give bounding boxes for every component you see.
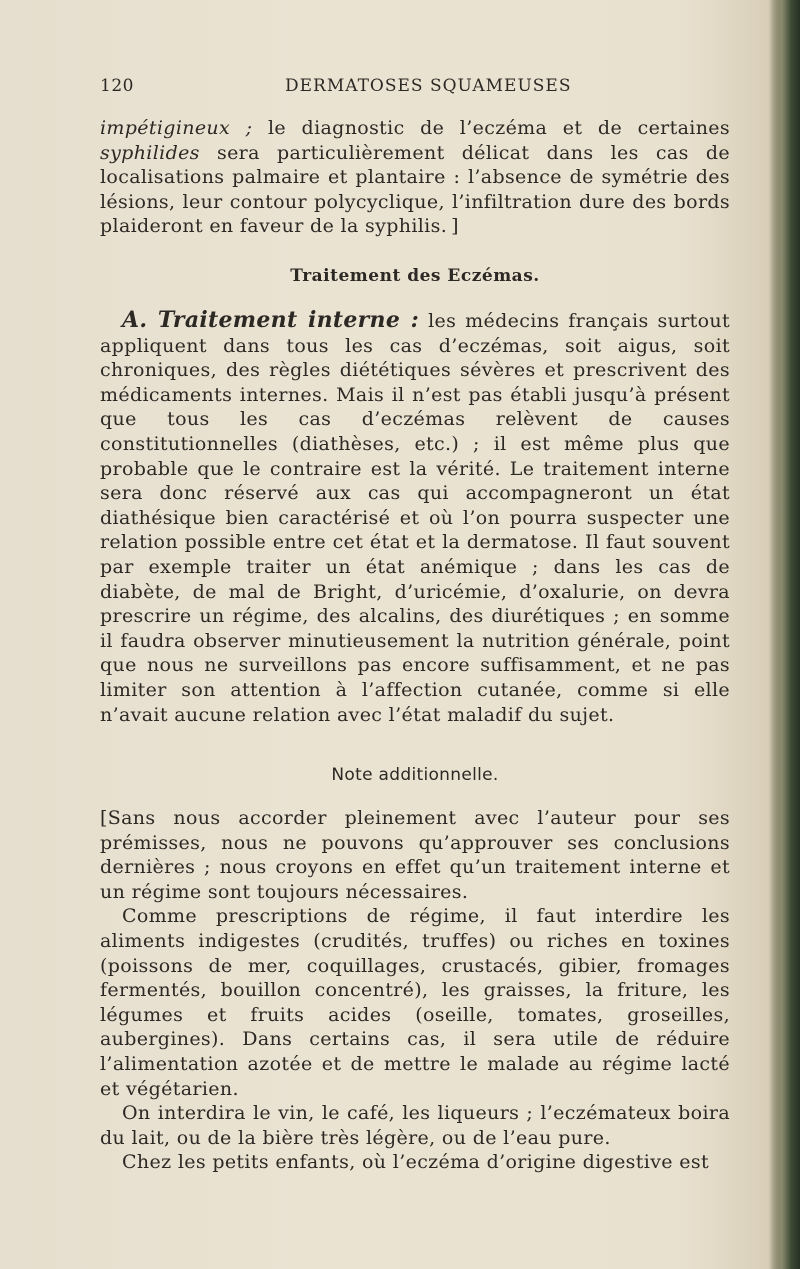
intro-paragraph	[100, 116, 730, 239]
closing-bracket: ]	[451, 215, 459, 238]
treatment-label: A. Traitement interne :	[122, 307, 420, 333]
note-paragraph: Chez les petits enfants, où l’eczéma d’origine digestive est	[122, 1151, 709, 1174]
page-number: 120	[100, 76, 134, 96]
intro-italic-syphilides: syphilides	[100, 141, 200, 164]
intro-italic-term: impétigineux ;	[100, 117, 253, 139]
treatment-paragraph	[100, 308, 730, 727]
note-paragraph: [Sans nous accorder pleinement avec l’auteur pour ses prémisses, nous ne pouvons qu’approuver ses conclusions dernières ; nous croyons en effet qu’un traitement interne et un régime sont toujours nécessaires.	[100, 807, 730, 903]
note-heading: Note additionnelle.	[331, 765, 499, 785]
intro-text: le diagnostic de l’eczéma et de certaines	[252, 117, 730, 139]
page-header	[100, 76, 730, 102]
note-paragraph: On interdira le vin, le café, les liqueurs ; l’eczémateux boira du lait, ou de la bière très légère, ou de l’eau pure.	[100, 1102, 730, 1149]
intro-text-rest: sera particulièrement délicat dans les cas de localisations palmaire et plantaire : l’absence de symétrie des lésions, leur contour polycyclique, l’infiltration dure des bords plaideront en faveur de la syphilis.	[100, 141, 730, 238]
book-spine-edge	[770, 0, 800, 1269]
section-heading: Traitement des Eczémas.	[290, 266, 540, 286]
note-body	[100, 806, 730, 1175]
running-title: DERMATOSES SQUAMEUSES	[285, 76, 572, 96]
treatment-body: les médecins français surtout appliquent dans tous les cas d’eczémas, soit aigus, soit chroniques, des règles diététiques sévères et prescrivent des médicaments internes. Mais il n’est pas établi jusqu’à présent que tous les cas d’eczémas relèvent de causes constitutionnelles (diathèses, etc.) ; il est même plus que probable que le contraire est la vérité. Le traitement interne sera donc réservé aux cas qui accompagneront un état diathésique bien caractérisé et où l’on pourra suspecter une relation possible entre cet état et la dermatose. Il faut souvent par exemple traiter un état anémique ; dans les cas de diabète, de mal de Bright, d’uricémie, d’oxalurie, on devra prescrire un régime, des alcalins, des diurétiques ; en somme il faudra observer minutieusement la nutrition générale, point que nous ne surveillons pas encore suffisamment, et ne pas limiter son attention à l’affection cutanée, comme si elle n’avait aucune relation avec l’état maladif du sujet.	[100, 310, 730, 726]
note-paragraph: Comme prescriptions de régime, il faut interdire les aliments indigestes (crudités, truffes) ou riches en toxines (poissons de mer, coquillages, crustacés, gibier, fromages fermentés, bouillon concentré), les graisses, la friture, les légumes et fruits acides (oseille, tomates, groseilles, aubergines). Dans certains cas, il sera utile de réduire l’alimentation azotée et de mettre le malade au régime lacté et végétarien.	[100, 905, 730, 1100]
